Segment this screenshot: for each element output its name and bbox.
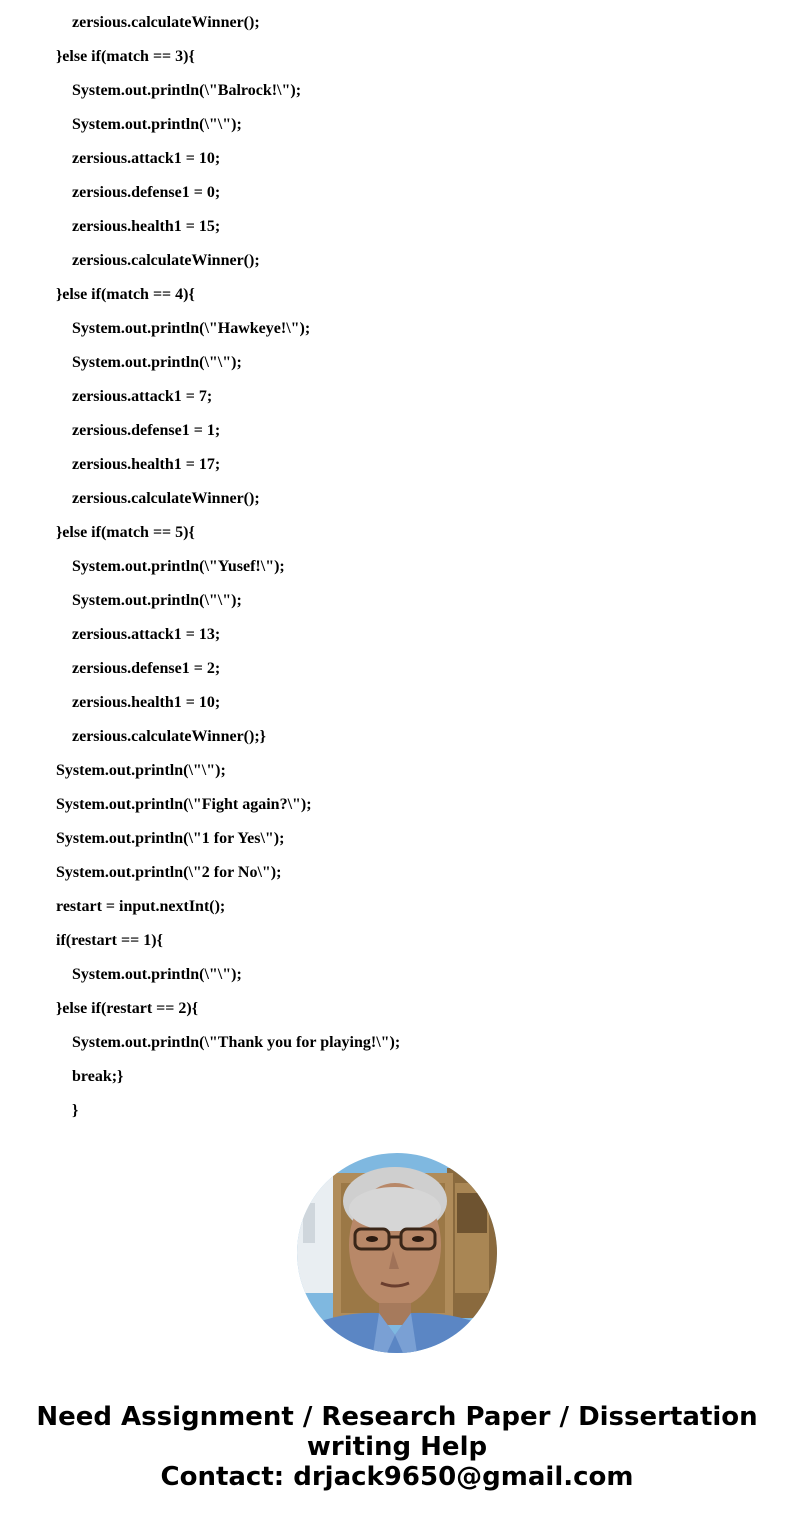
- code-line: zersious.calculateWinner();: [72, 490, 260, 507]
- code-line: zersious.health1 = 10;: [72, 694, 221, 711]
- code-line: System.out.println(\"Fight again?\");: [56, 796, 312, 813]
- code-line: System.out.println(\"Balrock!\");: [72, 82, 302, 99]
- contact-email: Contact: drjack9650@gmail.com: [160, 1462, 634, 1492]
- code-line: zersious.health1 = 15;: [72, 218, 221, 235]
- code-line: restart = input.nextInt();: [56, 898, 226, 915]
- code-line: zersious.defense1 = 1;: [72, 422, 221, 439]
- contact-line-2: writing Help: [306, 1432, 488, 1462]
- code-line: zersious.attack1 = 13;: [72, 626, 221, 643]
- code-line: zersious.calculateWinner();}: [72, 728, 266, 745]
- author-avatar: [297, 1153, 497, 1353]
- code-line: zersious.health1 = 17;: [72, 456, 221, 473]
- contact-banner: [0, 1402, 794, 1492]
- avatar-photo-icon: [297, 1153, 497, 1353]
- code-line: System.out.println(\"Hawkeye!\");: [72, 320, 311, 337]
- code-line: zersious.calculateWinner();: [72, 252, 260, 269]
- code-line: zersious.attack1 = 10;: [72, 150, 221, 167]
- code-line: }else if(restart == 2){: [56, 1000, 199, 1017]
- code-line: zersious.defense1 = 2;: [72, 660, 221, 677]
- code-line: }: [72, 1102, 79, 1119]
- code-line: break;}: [72, 1068, 124, 1085]
- contact-line-1: Need Assignment / Research Paper / Dissertation: [36, 1402, 758, 1432]
- code-line: System.out.println(\"\");: [56, 762, 226, 779]
- code-line: System.out.println(\"2 for No\");: [56, 864, 282, 881]
- code-line: if(restart == 1){: [56, 932, 163, 949]
- code-line: System.out.println(\"1 for Yes\");: [56, 830, 285, 847]
- code-listing: [0, 6, 794, 1128]
- code-line: }else if(match == 3){: [56, 48, 195, 65]
- code-line: System.out.println(\"Yusef!\");: [72, 558, 285, 575]
- code-line: System.out.println(\"\");: [72, 592, 242, 609]
- code-line: zersious.calculateWinner();: [72, 14, 260, 31]
- code-line: }else if(match == 5){: [56, 524, 195, 541]
- code-line: System.out.println(\"\");: [72, 966, 242, 983]
- code-line: System.out.println(\"Thank you for playing!\");: [72, 1034, 401, 1051]
- code-line: zersious.defense1 = 0;: [72, 184, 221, 201]
- code-line: System.out.println(\"\");: [72, 354, 242, 371]
- code-line: System.out.println(\"\");: [72, 116, 242, 133]
- code-line: }else if(match == 4){: [56, 286, 195, 303]
- code-line: zersious.attack1 = 7;: [72, 388, 213, 405]
